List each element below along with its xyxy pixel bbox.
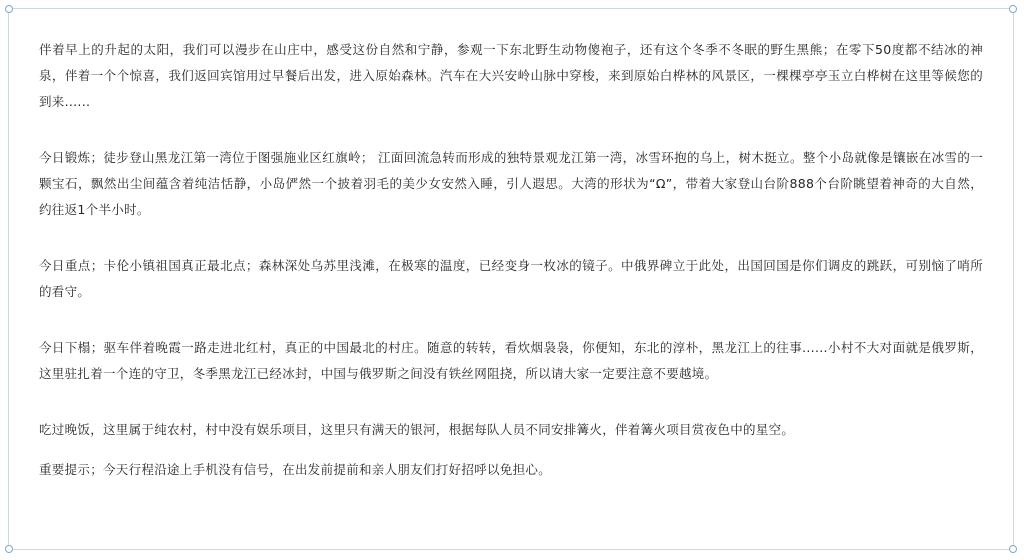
document-text-box[interactable]	[8, 8, 1014, 550]
resize-handle-bottom-left[interactable]	[5, 545, 13, 553]
paragraph-exercise: 今日锻炼；徒步登山黑龙江第一湾位于图强施业区红旗岭； 江面回流急转而形成的独特景观龙江第一湾，冰雪环抱的乌上，树木挺立。整个小岛就像是镶嵌在冰雪的一颗宝石，飘然出尘间蕴含着纯洁恬静，小岛俨然一个披着羽毛的美少女安然入睡，引人遐思。大湾的形状为“Ω”，带着大家登山台阶888个台阶眺望着神奇的大自然，约往返1个半小时。	[39, 150, 983, 217]
paragraph-notice: 重要提示；今天行程沿途上手机没有信号，在出发前提前和亲人朋友们打好招呼以免担心。	[39, 462, 552, 477]
paragraph-evening: 吃过晚饭，这里属于纯农村，村中没有娱乐项目，这里只有满天的银河，根据每队人员不同安排篝火，伴着篝火项目赏夜色中的星空。	[39, 422, 795, 437]
resize-handle-top-left[interactable]	[5, 5, 13, 13]
paragraph-afternoon: 今日下榻；驱车伴着晚霞一路走进北红村，真正的中国最北的村庄。随意的转转，看炊烟袅袅，你便知，东北的淳朴，黑龙江上的往事......小村不大对面就是俄罗斯，这里驻扎着一个连的守卫，冬季黑龙江已经冰封，中国与俄罗斯之间没有铁丝网阻挠，所以请大家一定要注意不要越境。	[39, 340, 983, 381]
paragraph-highlight: 今日重点；卡伦小镇祖国真正最北点；森林深处乌苏里浅滩，在极寒的温度，已经变身一枚冰的镜子。中俄界碑立于此处，出国回国是你们调皮的跳跃，可别恼了哨所的看守。	[39, 258, 983, 299]
paragraph-intro: 伴着早上的升起的太阳，我们可以漫步在山庄中，感受这份自然和宁静，参观一下东北野生动物傻袍子，还有这个冬季不冬眠的野生黑熊；在零下50度都不结冰的神泉，伴着一个个惊喜，我们返回宾馆用过早餐后出发，进入原始森林。汽车在大兴安岭山脉中穿梭，来到原始白桦林的风景区，一棵棵亭亭玉立白桦树在这里等候您的到来......	[39, 42, 983, 109]
resize-handle-top-right[interactable]	[1009, 5, 1017, 13]
document-content[interactable]	[9, 9, 1013, 549]
resize-handle-bottom-right[interactable]	[1009, 545, 1017, 553]
